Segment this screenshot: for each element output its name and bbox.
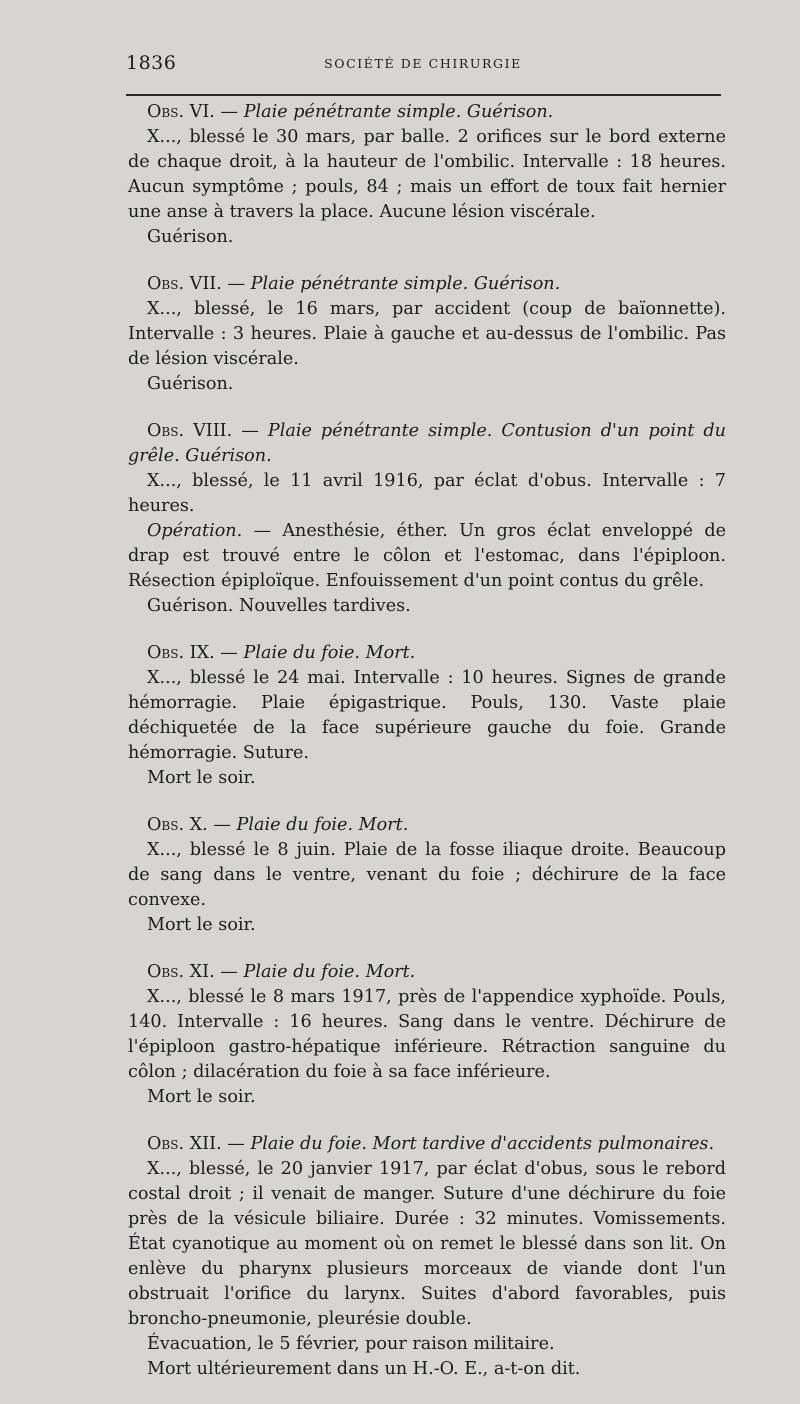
observation-title: Plaie pénétrante simple. Contusion d'un point du grêle. Guérison. (128, 421, 727, 466)
page-header (126, 52, 720, 76)
observation-evacuation: Évacuation, le 5 février, pour raison militaire. (147, 1334, 555, 1354)
header-rule (126, 94, 721, 96)
observation-heading (128, 960, 726, 985)
operation-anesthesia: — Anesthésie, éther. (242, 521, 460, 541)
observation-paragraph: X..., blessé, le 16 mars, par accident (coup de baïonnette). Intervalle : 3 heures. Plaie à gauche et au-dessus de l'ombilic. Pas de lésion viscérale. (128, 299, 726, 369)
observation-viii (128, 419, 726, 619)
observation-paragraph: X..., blessé le 8 juin. Plaie de la fosse iliaque droite. Beaucoup de sang dans le ventre, venant du foie ; déchirure de la face convexe. (128, 840, 726, 910)
observation-label: Obs. XII. — (147, 1134, 245, 1154)
page-number: 1836 (126, 52, 177, 74)
observation-xi (128, 960, 726, 1110)
observation-label: Obs. VII. — (147, 274, 246, 294)
observation-paragraph: X..., blessé le 30 mars, par balle. 2 orifices sur le bord externe de chaque droit, à la hauteur de l'ombilic. Intervalle : 18 heures. Aucun symptôme ; pouls, 84 ; mais un effort de toux fait hernier une anse à travers la place. Aucune lésion viscérale. (128, 127, 726, 222)
observation-heading (128, 1132, 726, 1157)
operation-label: Opération. (147, 521, 243, 541)
observation-outcome: Guérison. Nouvelles tardives. (147, 596, 411, 616)
observation-label: Obs. VI. — (147, 102, 239, 122)
observation-paragraph: X..., blessé le 8 mars 1917, près de l'appendice xyphoïde. Pouls, 140. Intervalle : 16 heures. Sang dans le ventre. Déchirure de l'épiploon gastro-hépatique inférieure. Rétraction sanguine du côlon ; dilacération du foie à sa face inférieure. (128, 987, 726, 1082)
observation-outcome: Mort ultérieurement dans un H.-O. E., a-t-on dit. (147, 1359, 581, 1379)
observation-ix (128, 641, 726, 791)
observation-vi (128, 100, 726, 250)
observation-heading (128, 100, 726, 125)
running-title: SOCIÉTÉ DE CHIRURGIE (324, 56, 522, 71)
observation-title: Plaie du foie. Mort. (236, 815, 409, 835)
observation-outcome: Guérison. (147, 374, 234, 394)
observation-outcome: Guérison. (147, 227, 234, 247)
observation-title: Plaie du foie. Mort. (243, 643, 416, 663)
observation-vii (128, 272, 726, 397)
observation-title: Plaie du foie. Mort. (243, 962, 416, 982)
observation-heading (128, 419, 726, 469)
observation-title: Plaie pénétrante simple. Guérison. (243, 102, 554, 122)
observation-title: Plaie pénétrante simple. Guérison. (250, 274, 561, 294)
observation-x (128, 813, 726, 938)
page-body (128, 100, 726, 1404)
observation-label: Obs. IX. — (147, 643, 238, 663)
observation-paragraph: X..., blessé le 24 mai. Intervalle : 10 heures. Signes de grande hémorragie. Plaie épigastrique. Pouls, 130. Vaste plaie déchiquetée de la face supérieure gauche du foie. Grande hémorragie. Suture. (128, 668, 726, 763)
observation-outcome: Mort le soir. (147, 768, 256, 788)
operation-paragraph (128, 519, 726, 594)
observation-paragraph: X..., blessé, le 20 janvier 1917, par éclat d'obus, sous le rebord costal droit ; il venait de manger. Suture d'une déchirure du foie près de la vésicule biliaire. Durée : 32 minutes. Vomissements. État cyanotique au moment où on remet le blessé dans son lit. On enlève du pharynx plusieurs morceaux de viande dont l'un obstruait l'orifice du larynx. Suites d'abord favorables, puis broncho-pneumonie, pleurésie double. (128, 1159, 726, 1329)
observation-outcome: Mort le soir. (147, 915, 256, 935)
observation-heading (128, 641, 726, 666)
observation-paragraph: X..., blessé, le 11 avril 1916, par éclat d'obus. Intervalle : 7 heures. (128, 471, 726, 516)
observation-label: Obs. XI. — (147, 962, 238, 982)
observation-outcome: Mort le soir. (147, 1087, 256, 1107)
observation-xii (128, 1132, 726, 1382)
observation-title: Plaie du foie. Mort tardive d'accidents pulmonaires. (250, 1134, 715, 1154)
observation-label: Obs. VIII. — (147, 421, 259, 441)
operation-findings: Un gros éclat enveloppé de drap est trouvé entre le côlon et l'estomac, dans l'épiploon. Résection épiploïque. Enfouissement d'un point contus du grêle. (128, 521, 726, 591)
observation-heading (128, 272, 726, 297)
observation-label: Obs. X. — (147, 815, 231, 835)
observation-heading (128, 813, 726, 838)
